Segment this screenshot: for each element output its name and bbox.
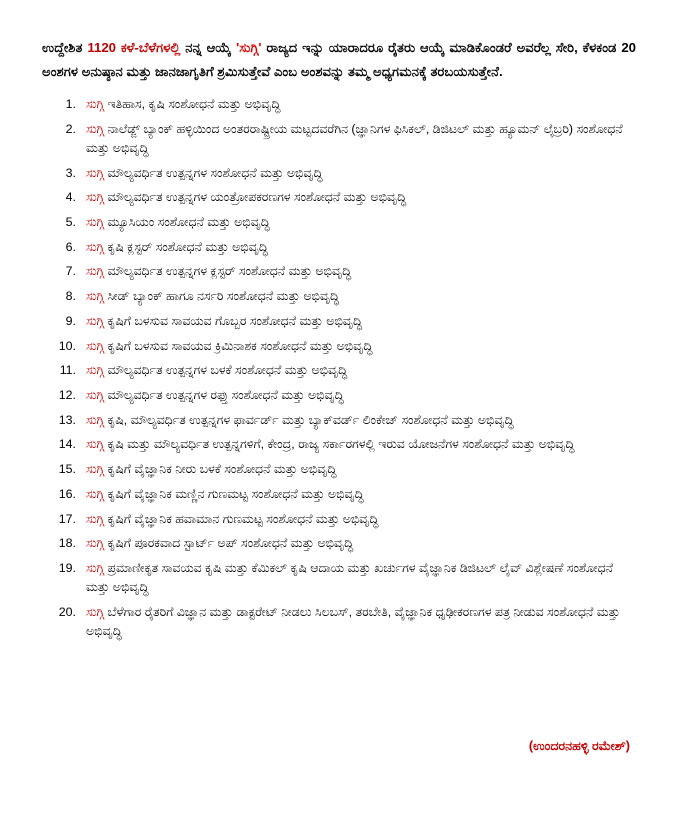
list-item-text: ಕೃಷಿಗೆ ವೈಜ್ಞಾನಿಕ ಮಣ್ಣಿನ ಗುಣಮಟ್ಟ ಸಂಶೋಧನೆ ಮತ್ತು ಅಭಿವೃದ್ಧಿ bbox=[104, 486, 364, 501]
list-item bbox=[42, 213, 636, 232]
list-item-number: 4. bbox=[65, 190, 76, 205]
list-item-body bbox=[82, 120, 636, 158]
list-item-keyword: ಸುಗ್ಗಿ bbox=[86, 165, 105, 180]
intro-keyword-suggi: 'ಸುಗ್ಗಿ' bbox=[236, 40, 262, 55]
list-item-text: ಮೌಲ್ಯವರ್ಧಿತ ಉತ್ಪನ್ನಗಳ ಬಳಕೆ ಸಂಶೋಧನೆ ಮತ್ತು ಅಭಿವೃದ್ಧಿ bbox=[104, 363, 348, 378]
list-item-keyword: ಸುಗ್ಗಿ bbox=[86, 313, 105, 328]
list-item-keyword: ಸುಗ್ಗಿ bbox=[86, 536, 105, 551]
list-item bbox=[42, 386, 636, 405]
list-item-keyword: ಸುಗ್ಗಿ bbox=[86, 486, 105, 501]
list-item-keyword: ಸುಗ್ಗಿ bbox=[86, 239, 105, 254]
list-item-text: ಇತಿಹಾಸ, ಕೃಷಿ ಸಂಶೋಧನೆ ಮತ್ತು ಅಭಿವೃದ್ಧಿ bbox=[104, 96, 281, 111]
list-item-body bbox=[82, 188, 636, 207]
list-item bbox=[42, 120, 636, 158]
list-item-text: ಮೌಲ್ಯವರ್ಧಿತ ಉತ್ಪನ್ನಗಳ ಸಂಶೋಧನೆ ಮತ್ತು ಅಭಿವೃದ್ಧಿ bbox=[104, 165, 323, 180]
list-item-number: 18. bbox=[58, 536, 76, 551]
list-item-text: ಪ್ರಮಾಣೀಕೃತ ಸಾವಯವ ಕೃಷಿ ಮತ್ತು ಕೆಮಿಕಲ್ ಕೃಷಿ ಆದಾಯ ಮತ್ತು ಖರ್ಚುಗಳ ವೈಜ್ಞಾನಿಕ ಡಿಜಿಟಲ್ ಲೈವ್ ವಿಶ್ಲೇಷಣೆ ಸಂಶೋಧನೆ ಮತ್ತು ಅಭಿವೃದ್ಧಿ bbox=[86, 561, 613, 595]
list-item bbox=[42, 238, 636, 257]
list-item-text: ಕೃಷಿಗೆ ವೈಜ್ಞಾನಿಕ ನೀರು ಬಳಕೆ ಸಂಶೋಧನೆ ಮತ್ತು ಅಭಿವೃದ್ಧಿ bbox=[104, 462, 337, 477]
list-item bbox=[42, 188, 636, 207]
list-item-text: ಕೃಷಿಗೆ ಬಳಸುವ ಸಾವಯವ ಗೊಬ್ಬರ ಸಂಶೋಧನೆ ಮತ್ತು ಅಭಿವೃದ್ಧಿ bbox=[104, 313, 362, 328]
points-list bbox=[42, 95, 636, 642]
list-item-body bbox=[82, 534, 636, 553]
list-item-text: ಕೃಷಿಗೆ ಪೂರಕವಾದ ಸ್ಟಾರ್ಟ್ ಅಪ್ ಸಂಶೋಧನೆ ಮತ್ತು ಅಭಿವೃದ್ಧಿ bbox=[104, 536, 354, 551]
list-item-text: ಮೌಲ್ಯವರ್ಧಿತ ಉತ್ಪನ್ನಗಳ ರಫ್ತು ಸಂಶೋಧನೆ ಮತ್ತು ಅಭಿವೃದ್ಧಿ bbox=[104, 387, 344, 402]
list-item-body bbox=[82, 411, 636, 430]
list-item-keyword: ಸುಗ್ಗಿ bbox=[86, 121, 105, 136]
list-item-number: 2. bbox=[65, 121, 76, 136]
list-item-text: ಸೀಡ್ ಬ್ಯಾಂಕ್ ಹಾಗೂ ನರ್ಸರಿ ಸಂಶೋಧನೆ ಮತ್ತು ಅಭಿವೃದ್ಧಿ bbox=[104, 289, 340, 304]
list-item bbox=[42, 559, 636, 597]
list-item-body bbox=[82, 485, 636, 504]
list-item-text: ಕೃಷಿ, ಮೌಲ್ಯವರ್ಧಿತ ಉತ್ಪನ್ನಗಳ ಫಾರ್ವರ್ಡ್ ಮತ್ತು ಬ್ಯಾಕ್‌ವರ್ಡ್ ಲಿಂಕೇಜ್ ಸಂಶೋಧನೆ ಮತ್ತು ಅಭಿವೃದ್ಧಿ bbox=[104, 412, 514, 427]
list-item-keyword: ಸುಗ್ಗಿ bbox=[86, 363, 105, 378]
list-item bbox=[42, 485, 636, 504]
list-item-body bbox=[82, 386, 636, 405]
list-item bbox=[42, 603, 636, 641]
list-item bbox=[42, 361, 636, 380]
list-item-text: ಕೃಷಿಗೆ ವೈಜ್ಞಾನಿಕ ಹವಾಮಾನ ಗುಣಮಟ್ಟ ಸಂಶೋಧನೆ ಮತ್ತು ಅಭಿವೃದ್ಧಿ bbox=[104, 511, 379, 526]
list-item-body bbox=[82, 559, 636, 597]
list-item bbox=[42, 312, 636, 331]
list-item-number: 9. bbox=[65, 313, 76, 328]
list-item-number: 14. bbox=[58, 437, 76, 452]
list-item bbox=[42, 262, 636, 281]
list-item-number: 16. bbox=[58, 486, 76, 501]
list-item-body bbox=[82, 337, 636, 356]
list-item-text: ಕೃಷಿ ಮತ್ತು ಮೌಲ್ಯವರ್ಧಿತ ಉತ್ಪನ್ನಗಳಿಗೆ, ಕೇಂದ್ರ, ರಾಜ್ಯ ಸರ್ಕಾರಗಳಲ್ಲಿ ಇರುವ ಯೋಜನೆಗಳ ಸಂಶೋಧನೆ ಮತ್ತು ಅಭಿವೃದ್ಧಿ bbox=[104, 437, 575, 452]
list-item-text: ಮೌಲ್ಯವರ್ಧಿತ ಉತ್ಪನ್ನಗಳ ಯಂತ್ರೋಪಕರಣಗಳ ಸಂಶೋಧನೆ ಮತ್ತು ಅಭಿವೃದ್ಧಿ bbox=[104, 190, 407, 205]
list-item-keyword: ಸುಗ್ಗಿ bbox=[86, 511, 105, 526]
list-item-keyword: ಸುಗ್ಗಿ bbox=[86, 96, 105, 111]
list-item-keyword: ಸುಗ್ಗಿ bbox=[86, 437, 105, 452]
list-item bbox=[42, 411, 636, 430]
list-item-number: 8. bbox=[65, 289, 76, 304]
intro-paragraph bbox=[42, 36, 636, 85]
intro-part3: ರಾಜ್ಯದ ಇನ್ನು ಯಾರಾದರೂ ರೈತರು ಆಯ್ಕೆ ಮಾಡಿಕೊಂಡರೆ ಅವರೆಲ್ಲ ಸೇರಿ, ಕೆಳಕಂಡ 20 ಅಂಶಗಳ ಅನುಷ್ಠಾನ ಮತ್ತು ಜಾನಜಾಗೃತಿಗೆ ಶ್ರಮಿಸುತ್ತೇವೆ ಎಂಬ ಅಂಶವನ್ನು ತಮ್ಮ ಅಧ್ಯಗಮನಕ್ಕೆ ತರಬಯಸುತ್ತೇನೆ. bbox=[42, 40, 637, 80]
list-item bbox=[42, 435, 636, 454]
list-item-keyword: ಸುಗ್ಗಿ bbox=[86, 289, 105, 304]
list-item bbox=[42, 287, 636, 306]
list-item-keyword: ಸುಗ್ಗಿ bbox=[86, 190, 105, 205]
list-item-number: 1. bbox=[65, 96, 76, 111]
list-item bbox=[42, 337, 636, 356]
list-item-number: 3. bbox=[65, 165, 76, 180]
list-item-keyword: ಸುಗ್ಗಿ bbox=[86, 387, 105, 402]
list-item-text: ಕೃಷಿಗೆ ಬಳಸುವ ಸಾವಯವ ಕ್ರಿಮಿನಾಶಕ ಸಂಶೋಧನೆ ಮತ್ತು ಅಭಿವೃದ್ಧಿ bbox=[104, 338, 373, 353]
list-item-body bbox=[82, 435, 636, 454]
list-item-keyword: ಸುಗ್ಗಿ bbox=[86, 561, 105, 575]
intro-highlight-crops: 1120 ಕಳೆ-ಬೆಳೆಗಳಲ್ಲಿ bbox=[87, 40, 181, 55]
list-item-number: 20. bbox=[58, 604, 76, 619]
list-item bbox=[42, 534, 636, 553]
list-item-keyword: ಸುಗ್ಗಿ bbox=[86, 604, 105, 619]
list-item-number: 12. bbox=[58, 387, 76, 402]
list-item bbox=[42, 510, 636, 529]
list-item bbox=[42, 95, 636, 114]
list-item-body bbox=[82, 460, 636, 479]
list-item-body bbox=[82, 287, 636, 306]
list-item-body bbox=[82, 361, 636, 380]
list-item-number: 17. bbox=[58, 511, 76, 526]
list-item-keyword: ಸುಗ್ಗಿ bbox=[86, 338, 105, 353]
list-item-keyword: ಸುಗ್ಗಿ bbox=[86, 214, 105, 229]
list-item-body bbox=[82, 213, 636, 232]
intro-part2: ನನ್ನ ಆಯ್ಕೆ bbox=[180, 40, 237, 55]
list-item-body bbox=[82, 510, 636, 529]
list-item-text: ಕೃಷಿ ಕ್ಲಸ್ಟರ್ ಸಂಶೋಧನೆ ಮತ್ತು ಅಭಿವೃದ್ಧಿ bbox=[104, 239, 268, 254]
list-item-number: 10. bbox=[58, 338, 76, 353]
list-item-body bbox=[82, 238, 636, 257]
list-item-keyword: ಸುಗ್ಗಿ bbox=[86, 264, 105, 279]
list-item-text: ಮ್ಯೂಸಿಯಂ ಸಂಶೋಧನೆ ಮತ್ತು ಅಭಿವೃದ್ಧಿ bbox=[104, 214, 270, 229]
list-item-number: 7. bbox=[65, 264, 76, 279]
signature-name: (ಉಂದರನಹಳ್ಳಿ ರಮೇಶ್) bbox=[528, 739, 630, 753]
list-item bbox=[42, 164, 636, 183]
list-item-body bbox=[82, 603, 636, 641]
intro-part1: ಉದ್ದೇಶಿತ bbox=[42, 40, 88, 55]
list-item-number: 6. bbox=[65, 239, 76, 254]
list-item-number: 15. bbox=[58, 462, 76, 477]
list-item-keyword: ಸುಗ್ಗಿ bbox=[86, 462, 105, 477]
list-item-keyword: ಸುಗ್ಗಿ bbox=[86, 412, 105, 427]
list-item-number: 19. bbox=[58, 561, 76, 575]
list-item-text: ನಾಲೆಡ್ಜ್ ಬ್ಯಾಂಕ್ ಹಳ್ಳಿಯಿಂದ ಅಂತರರಾಷ್ಟ್ರೀಯ ಮಟ್ಟದವರೆಗಿನ (ಜ್ಞಾನಿಗಳ ಫಿಸಿಕಲ್, ಡಿಜಿಟಲ್ ಮತ್ತು ಹ್ಯೂಮನ್ ಲೈಬ್ರರಿ) ಸಂಶೋಧನೆ ಮತ್ತು ಅಭಿವೃದ್ಧಿ bbox=[86, 121, 623, 155]
list-item-text: ಮೌಲ್ಯವರ್ಧಿತ ಉತ್ಪನ್ನಗಳ ಕ್ಲಸ್ಟರ್ ಸಂಶೋಧನೆ ಮತ್ತು ಅಭಿವೃದ್ಧಿ bbox=[104, 264, 352, 279]
list-item-number: 5. bbox=[65, 214, 76, 229]
list-item-body bbox=[82, 95, 636, 114]
list-item-body bbox=[82, 312, 636, 331]
list-item-text: ಬೆಳೆಗಾರ ರೈತರಿಗೆ ವಿಜ್ಞಾನ ಮತ್ತು ಡಾಕ್ಟರೇಟ್ ನೀಡಲು ಸಿಲಬಸ್, ತರಬೇತಿ, ವೈಜ್ಞಾನಿಕ ಧೃಢೀಕರಣಗಳ ಪತ್ರ ನೀಡುವ ಸಂಶೋಧನೆ ಮತ್ತು ಅಭಿವೃದ್ಧಿ bbox=[86, 604, 621, 639]
list-item-body bbox=[82, 262, 636, 281]
list-item-number: 13. bbox=[58, 412, 76, 427]
list-item-number: 11. bbox=[59, 363, 76, 378]
list-item-body bbox=[82, 164, 636, 183]
list-item bbox=[42, 460, 636, 479]
